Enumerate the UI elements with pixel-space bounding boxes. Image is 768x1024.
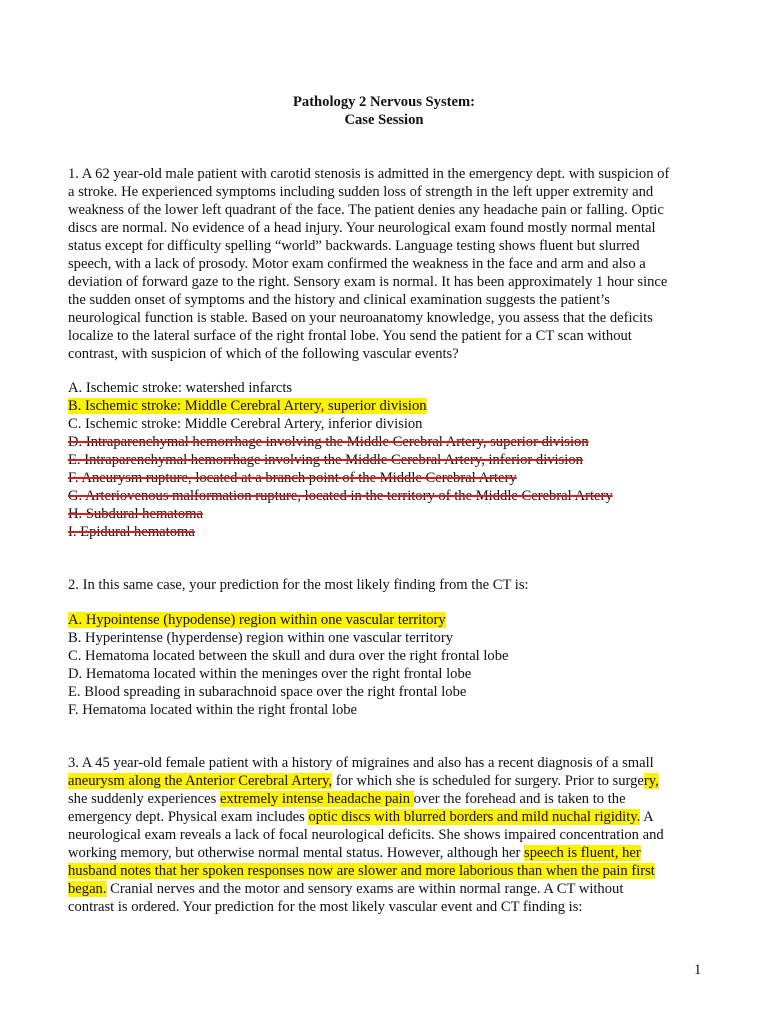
answer-option [68,397,427,415]
text-run: for which she is scheduled for surgery. Prior to surge [332,773,644,789]
question-1-line [68,201,664,219]
highlighted-text: A. Hypointense (hypodense) region within one vascular territory [68,612,446,628]
text-run: emergency dept. Physical exam includes [68,809,309,825]
text-run: 3. A 45 year-old female patient with a history of migraines and also has a recent diagnosis of a small [68,755,654,771]
struck-text: H. Subdural hematoma [68,506,203,522]
highlighted-text: began. [68,881,107,897]
document-subtitle: Case Session [344,112,424,128]
answer-option [68,701,357,719]
text-run: working memory, but otherwise normal mental status. However, although her [68,845,525,861]
question-3-line [68,844,641,862]
text-run: F. Hematoma located within the right frontal lobe [68,702,358,718]
question-3-line [68,862,655,880]
text-run: status except for difficulty spelling “world” backwards. Language testing shows fluent but slurred [68,238,640,254]
text-run: contrast, with suspicion of which of the following vascular events? [68,346,459,362]
question-3-line [68,772,659,790]
question-1-line [68,255,646,273]
answer-option [68,665,471,683]
answer-option [68,415,422,433]
text-run: discs are normal. No evidence of a head injury. Your neurological exam found mostly normal mental [68,220,656,236]
text-run: 1. A 62 year-old male patient with carotid stenosis is admitted in the emergency dept. with suspicion of [68,166,670,182]
question-1-line [68,345,459,363]
answer-option [68,611,446,629]
answer-option [68,433,589,451]
question-1-line [68,291,610,309]
text-run: B. Hyperintense (hyperdense) region within one vascular territory [68,630,453,646]
text-run: the sudden onset of symptoms and the history and clinical examination suggests the patient’s [68,292,610,308]
question-3-line [68,754,654,772]
answer-option [68,629,453,647]
question-3-line [68,880,623,898]
highlighted-text: speech is fluent, her [524,845,641,861]
answer-option [68,379,292,397]
answer-option [68,523,195,541]
highlighted-text: ry, [643,773,659,789]
answer-option [68,505,203,523]
text-run: deviation of forward gaze to the right. Sensory exam is normal. It has been approximately 1 hour since [68,274,668,290]
answer-option [68,469,517,487]
text-run: over the forehead and is taken to the [413,791,626,807]
text-run: neurological exam reveals a lack of focal neurological deficits. She shows impaired concentration and [68,827,664,843]
question-3-line [68,808,654,826]
answer-option [68,683,466,701]
question-1-line [68,309,653,327]
page-number: 1 [694,962,702,978]
answer-option [68,451,583,469]
question-1-line [68,327,632,345]
text-run: Cranial nerves and the motor and sensory exams are within normal range. A CT without [106,881,624,897]
highlighted-text: extremely intense headache pain [219,791,414,807]
highlighted-text: aneurysm along the Anterior Cerebral Artery, [68,773,333,789]
question-2-text: 2. In this same case, your prediction for the most likely finding from the CT is: [68,577,529,593]
text-run: weakness of the lower left quadrant of the face. The patient denies any headache pain or falling. Optic [68,202,664,218]
question-3-line [68,898,582,916]
text-run: C. Hematoma located between the skull and dura over the right frontal lobe [68,648,509,664]
question-1-line [68,183,653,201]
question-3-line [68,790,626,808]
document-title: Pathology 2 Nervous System: [292,94,475,110]
question-1-line [68,165,669,183]
question-1-line [68,219,656,237]
text-run: C. Ischemic stroke: Middle Cerebral Artery, inferior division [68,416,423,432]
text-run: localize to the lateral surface of the right frontal lobe. You send the patient for a CT scan without [68,328,632,344]
text-run: she suddenly experiences [68,791,220,807]
text-run: contrast is ordered. Your prediction for the most likely vascular event and CT finding is: [68,899,583,915]
highlighted-text: B. Ischemic stroke: Middle Cerebral Artery, superior division [68,398,427,414]
highlighted-text: optic discs with blurred borders and mild nuchal rigidity. [308,809,641,825]
struck-text: F. Aneurysm rupture, located at a branch point of the Middle Cerebral Artery [68,470,517,486]
text-run: speech, with a lack of prosody. Motor exam confirmed the weakness in the face and arm and also a [68,256,646,272]
question-3-line [68,826,664,844]
text-run: A [640,809,654,825]
answer-option [68,647,509,665]
question-1-line [68,237,640,255]
struck-text: E. Intraparenchymal hemorrhage involving the Middle Cerebral Artery, inferior division [68,452,583,468]
highlighted-text: husband notes that her spoken responses now are slower and more laborious than when the pain first [68,863,655,879]
text-run: a stroke. He experienced symptoms including sudden loss of strength in the left upper extremity and [68,184,654,200]
struck-text: D. Intraparenchymal hemorrhage involving the Middle Cerebral Artery, superior division [68,434,589,450]
question-1-line [68,273,667,291]
struck-text: I. Epidural hematoma [68,524,195,540]
text-run: A. Ischemic stroke: watershed infarcts [68,380,293,396]
struck-text: G. Arteriovenous malformation rupture, located in the territory of the Middle Cerebral Artery [68,488,613,504]
text-run: E. Blood spreading in subarachnoid space over the right frontal lobe [68,684,467,700]
text-run: neurological function is stable. Based on your neuroanatomy knowledge, you assess that the deficits [68,310,653,326]
text-run: D. Hematoma located within the meninges over the right frontal lobe [68,666,472,682]
answer-option [68,487,613,505]
